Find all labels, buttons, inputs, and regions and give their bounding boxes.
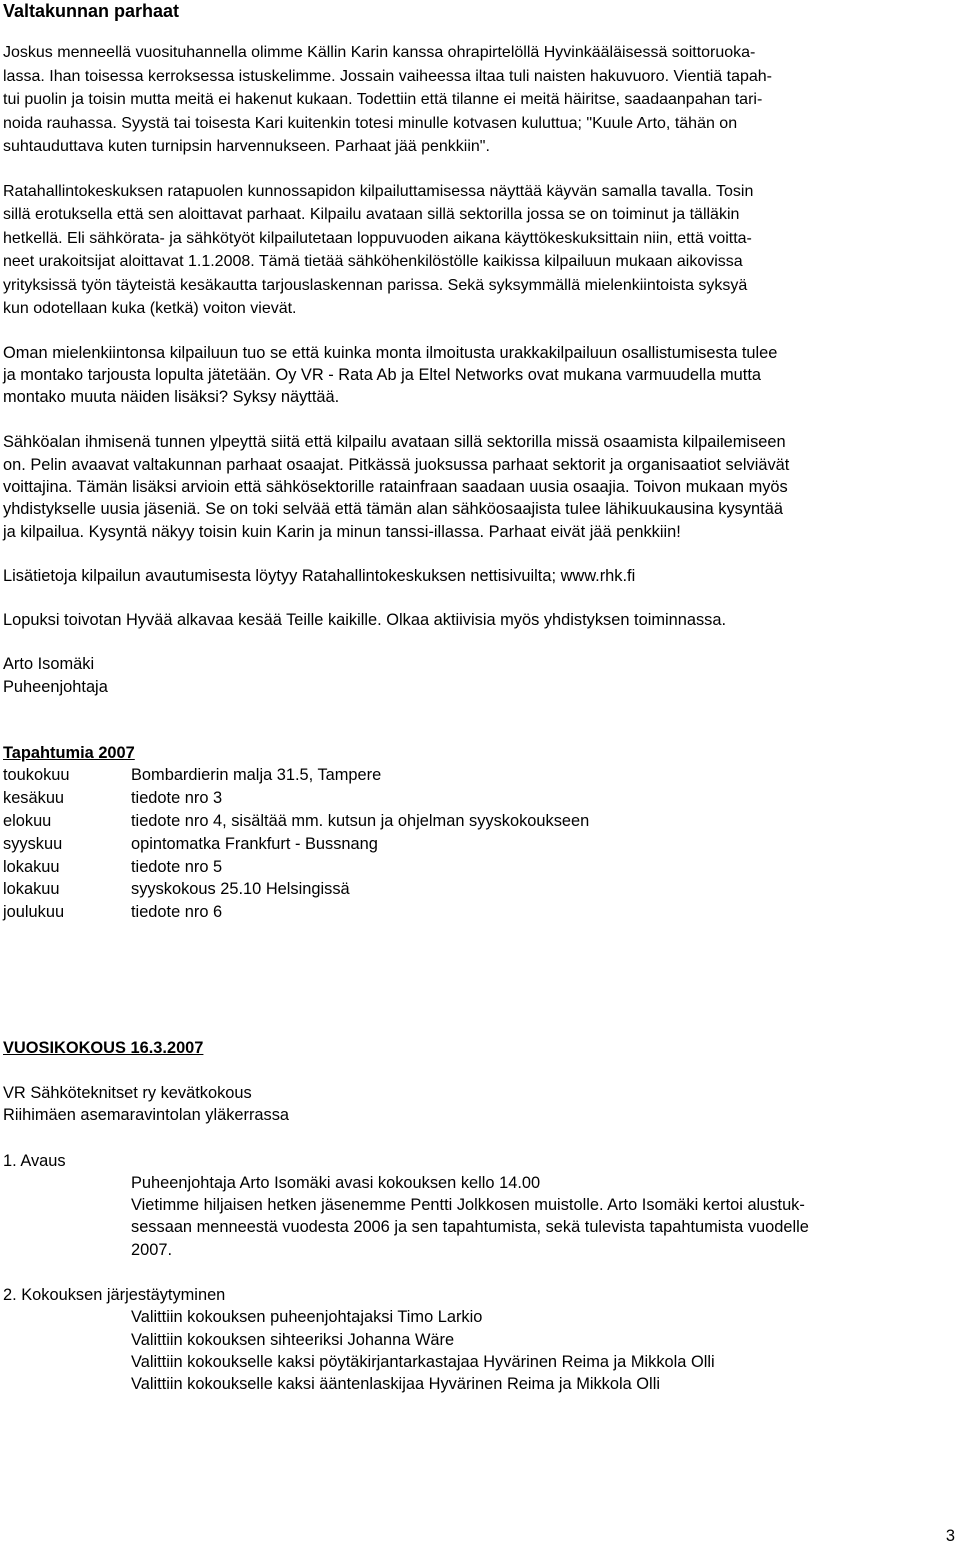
minutes-line: Vietimme hiljaisen hetken jäsenemme Pentti Jolkkosen muistolle. Arto Isomäki kertoi alustuk- [131, 1196, 805, 1215]
meeting-title: VUOSIKOKOUS 16.3.2007 [3, 1038, 204, 1057]
event-row [3, 901, 953, 924]
section-heading: 2. Kokouksen järjestäytyminen [3, 1286, 226, 1305]
paragraph-line: lassa. Ihan toisessa kerroksessa istuskelimme. Jossain vaiheessa iltaa tuli naisten hakuvuoro. Vientiä tapah- [3, 67, 772, 85]
paragraph-line: montako muuta näiden lisäksi? Syksy näyttää. [3, 388, 340, 407]
paragraph-line: Oman mielenkiintonsa kilpailuun tuo se että kuinka monta ilmoitusta urakkakilpailuun osallistumisesta tulee [3, 343, 778, 362]
event-month: lokakuu [3, 857, 60, 876]
paragraph-line: hetkellä. Eli sähkörata- ja sähkötyöt kilpailutetaan loppuvuoden aikana käyttökeskuksittain niin, että voitta- [3, 229, 752, 247]
minutes-line: Puheenjohtaja Arto Isomäki avasi kokouksen kello 14.00 [131, 1173, 541, 1192]
event-text: opintomatka Frankfurt - Bussnang [131, 834, 378, 853]
meeting-place: Riihimäen asemaravintolan yläkerrassa [3, 1106, 290, 1125]
event-row [3, 856, 953, 879]
article-section [3, 41, 953, 321]
paragraph-line: neet urakoitsijat aloittavat 1.1.2008. Tämä tietää sähköhenkilöstölle kaikissa kilpailuun mukaan aikovissa [3, 253, 743, 270]
minutes-line: 2007. [131, 1240, 173, 1259]
minutes-line: sessaan menneestä vuodesta 2006 ja sen tapahtumista, sekä tulevista tapahtumista vuodelle [131, 1218, 809, 1237]
event-row [3, 787, 953, 810]
meeting-org: VR Sähköteknitset ry kevätkokous [3, 1083, 252, 1102]
article-title: Valtakunnan parhaat [3, 1, 180, 21]
paragraph-line: tui puolin ja toisin mutta meitä ei hakenut kukaan. Todettiin että tilanne ei meitä häiritse, saadaanpahan tari- [3, 91, 763, 108]
signature-role: Puheenjohtaja [3, 677, 108, 696]
minutes-line: Valittiin kokouksen sihteeriksi Johanna Wäre [131, 1330, 455, 1349]
events-title: Tapahtumia 2007 [3, 744, 135, 763]
events-section [3, 742, 953, 924]
event-month: toukokuu [3, 766, 70, 785]
event-row [3, 833, 953, 856]
meeting-section [3, 1037, 953, 1396]
event-text: syyskokous 25.10 Helsingissä [131, 880, 350, 899]
event-text: tiedote nro 3 [131, 789, 223, 808]
paragraph-line: kun odotellaan kuka (ketkä) voiton vievät. [3, 300, 297, 317]
paragraph-line: yrityksissä työn täyteistä kesäkautta tarjouslaskennan parissa. Sekä syksymmällä mielenkiintoista syksyä [3, 276, 748, 294]
paragraph-line: Joskus menneellä vuosituhannella olimme Källin Karin kanssa ohrapirtelöllä Hyvinkääläisessä soittoruoka- [3, 44, 756, 61]
paragraph-line: noida rauhassa. Syystä tai toisesta Kari kuitenkin totesi minulle kotvasen kuluttua; "Kuule Arto, tähän on [3, 114, 738, 132]
signature-name: Arto Isomäki [3, 655, 95, 674]
event-month: elokuu [3, 811, 52, 830]
paragraph-line: ja montako tarjousta lopulta jätetään. Oy VR - Rata Ab ja Eltel Networks ovat mukana varmuudella mutta [3, 365, 761, 384]
event-text: tiedote nro 6 [131, 903, 223, 922]
event-text: Bombardierin malja 31.5, Tampere [131, 766, 382, 785]
event-text: tiedote nro 5 [131, 857, 223, 876]
event-month: joulukuu [3, 903, 65, 922]
event-row [3, 878, 953, 901]
document-page [3, 0, 953, 1396]
paragraph-line: sillä erotuksella että sen aloittavat parhaat. Kilpailu avataan sillä sektorilla jossa se on toiminut ja tälläkin [3, 206, 740, 223]
event-month: syyskuu [3, 834, 63, 853]
paragraph-line: ja kilpailua. Kysyntä näkyy toisin kuin Karin ja minun tanssi-illassa. Parhaat eivät jää penkkiin! [3, 522, 681, 541]
paragraph-line: Lisätietoja kilpailun avautumisesta löytyy Ratahallintokeskuksen nettisivuilta; www.rhk.fi [3, 566, 636, 585]
paragraph-line: suhtauduttava kuten turnipsin harvennukseen. Parhaat jää penkkiin". [3, 138, 490, 155]
section-heading: 1. Avaus [3, 1151, 66, 1170]
paragraph-line: Sähköalan ihmisenä tunnen ylpeyttä siitä että kilpailu avataan sillä sektorilla missä osaamista kilpailemiseen [3, 433, 786, 452]
event-month: kesäkuu [3, 789, 65, 808]
event-row [3, 764, 953, 787]
page-number: 3 [945, 1527, 955, 1545]
paragraph-line: Lopuksi toivotan Hyvää alkavaa kesää Teille kaikille. Olkaa aktiivisia myös yhdistyksen toiminnassa. [3, 611, 727, 630]
paragraph-line: yhdistykselle uusia jäseniä. Se on toki selvää että tämän alan sähköosaajista tulee lähikuukausina kysyntää [3, 500, 783, 519]
minutes-line: Valittiin kokoukselle kaksi pöytäkirjantarkastajaa Hyvärinen Reima ja Mikkola Olli [131, 1352, 715, 1371]
event-row [3, 810, 953, 833]
paragraph-line: voittajina. Tämän lisäksi arvioin että sähkösektorille ratainfraan saadaan uusia osaajia. Toivon mukaan myös [3, 477, 788, 496]
event-month: lokakuu [3, 880, 60, 899]
paragraph-line: on. Pelin avaavat valtakunnan parhaat osaajat. Pitkässä juoksussa parhaat sektorit ja organisaatiot selviävät [3, 455, 790, 474]
event-text: tiedote nro 4, sisältää mm. kutsun ja ohjelman syyskokoukseen [131, 811, 590, 830]
minutes-line: Valittiin kokouksen puheenjohtajaksi Timo Larkio [131, 1308, 483, 1327]
paragraph-line: Ratahallintokeskuksen ratapuolen kunnossapidon kilpailuttamisessa näyttää käyvän samalla tavalla. Tosin [3, 182, 754, 200]
minutes-line: Valittiin kokoukselle kaksi ääntenlaskijaa Hyvärinen Reima ja Mikkola Olli [131, 1375, 660, 1394]
